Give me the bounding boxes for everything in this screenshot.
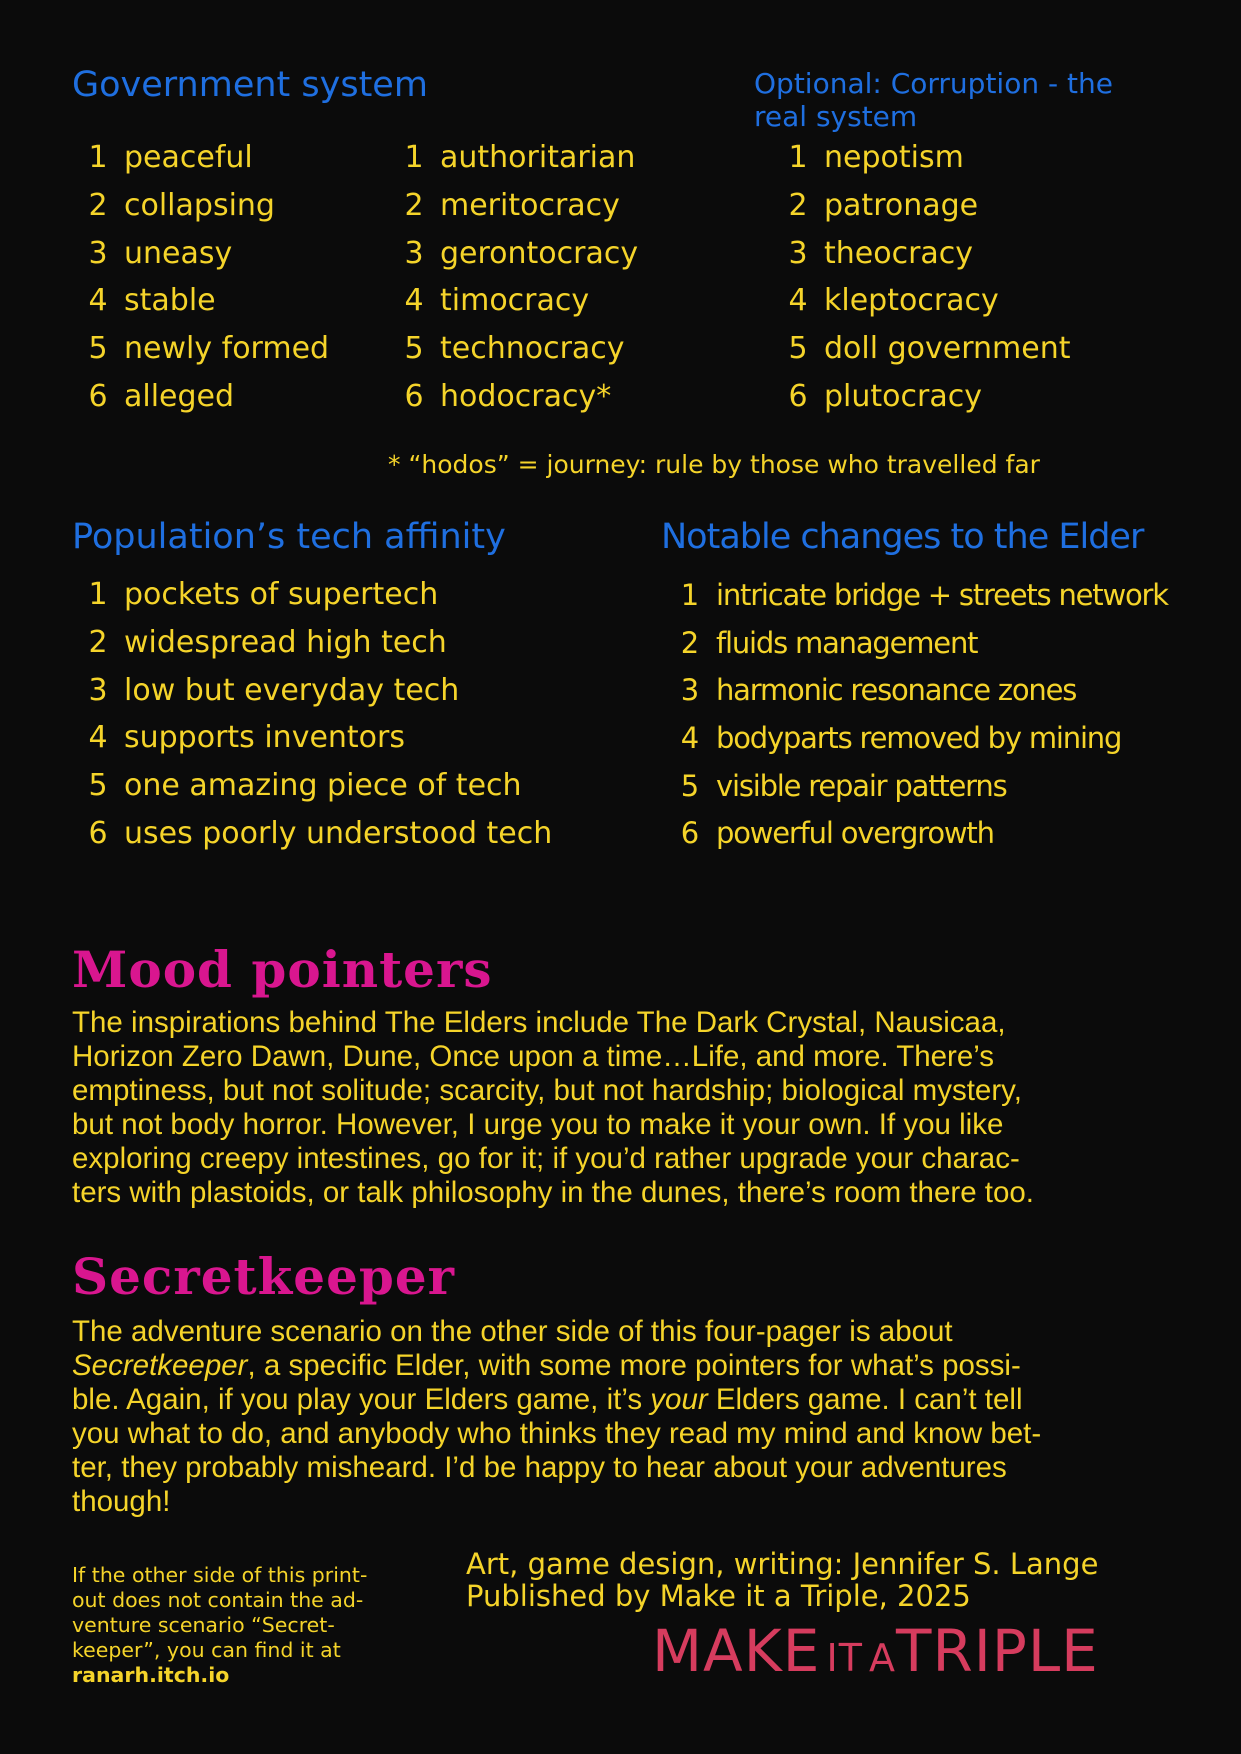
paragraph-line: The adventure scenario on the other side of this four-pager is about [72,1315,953,1348]
paragraph-line: The inspirations behind The Elders include The Dark Crystal, Nausicaa, [72,1006,1006,1039]
paragraph-line: emptiness, but not solitude; scarcity, but not hardship; biological mystery, [72,1074,1022,1107]
publisher-logo [652,1617,1099,1685]
availability-note [72,1563,432,1688]
list-item: 5 technocracy [404,331,625,367]
tech-title: Population’s tech affinity [72,517,506,557]
paragraph-line: though! [72,1485,171,1518]
logo-it: IT [826,1636,863,1680]
paragraph-text: , a specific Elder, with some more pointers for what’s possi- [247,1349,1021,1382]
paragraph-line: but not body horror. However, I urge you to make it your own. If you like [72,1108,1004,1141]
list-item: 4 kleptocracy [788,283,999,319]
list-item: 3 low but everyday tech [88,672,460,708]
note-line: venture scenario “Secret- [72,1613,335,1637]
list-item: 1 authoritarian [404,140,636,176]
paragraph-line: Horizon Zero Dawn, Dune, Once upon a time…Life, and more. There’s [72,1040,995,1073]
paragraph-line: exploring creepy intestines, go for it; if you’d rather upgrade your charac- [72,1142,1020,1175]
secretkeeper-paragraph [72,1315,1187,1519]
list-item: 2 patronage [788,188,979,224]
list-item: 6 hodocracy* [404,378,612,414]
government-list-1 [72,134,329,420]
list-item: 5 doll government [788,331,1071,367]
list-item: 1 pockets of supertech [88,577,439,613]
list-item: 6 uses poorly understood tech [88,815,553,851]
list-item: 5 newly formed [88,331,330,367]
list-item: 3 theocracy [788,235,974,271]
credits [466,1548,1098,1612]
list-item: 2 widespread high tech [88,625,447,661]
logo-make: MAKE [652,1617,821,1685]
list-item: 4 timocracy [404,283,590,319]
changes-title: Notable changes to the Elder [661,517,1144,557]
corruption-list [772,134,1071,420]
credits-line: Published by Make it a Triple, 2025 [466,1579,971,1613]
list-item: 2 collapsing [88,188,275,224]
note-line: out does not contain the ad- [72,1588,364,1612]
list-item: 2 meritocracy [404,188,620,224]
logo-a: A [869,1636,897,1680]
paragraph-text: ble. Again, if you play your Elders game, it’s [72,1383,651,1416]
logo-triple: TRIPLE [896,1617,1099,1685]
list-item: 3 harmonic resonance zones [680,673,1077,708]
government-title: Government system [72,65,428,105]
credits-line: Art, game design, writing: Jennifer S. Lange [466,1547,1099,1581]
paragraph-line: ters with plastoids, or talk philosophy in the dunes, there’s room there too. [72,1176,1035,1209]
paragraph-text: Elders game. I can’t tell [707,1383,1023,1416]
list-item: 4 supports inventors [88,720,406,756]
list-item: 6 powerful overgrowth [680,816,994,851]
list-item: 1 peaceful [88,140,253,176]
secretkeeper-title: Secretkeeper [72,1247,455,1306]
list-item: 2 fluids management [680,625,978,660]
paragraph-line [72,1383,1187,1417]
list-item: 1 nepotism [788,140,964,176]
list-item: 5 visible repair patterns [680,768,1007,803]
list-item: 6 plutocracy [788,378,982,414]
mood-title: Mood pointers [72,940,493,999]
paragraph-line: ter, they probably misheard. I’d be happy to hear about your adventures [72,1451,1007,1484]
list-item: 3 uneasy [88,235,233,271]
emphasis: your [650,1383,708,1416]
mood-paragraph [72,1006,1187,1210]
paragraph-line: you what to do, and anybody who thinks they read my mind and know bet- [72,1417,1042,1450]
scenario-name: Secretkeeper [72,1349,248,1382]
hodocracy-footnote: * “hodos” = journey: rule by those who travelled far [388,450,1040,479]
note-line: keeper”, you can find it at [72,1638,341,1662]
list-item: 4 bodyparts removed by mining [680,720,1122,755]
list-item: 3 gerontocracy [404,235,639,271]
corruption-title: Optional: Corruption - the real system [754,67,1113,133]
tech-list [72,571,552,857]
list-item: 6 alleged [88,378,235,414]
list-item: 5 one amazing piece of tech [88,768,522,804]
list-item: 4 stable [88,283,216,319]
changes-list [664,571,1168,857]
list-item: 1 intricate bridge + streets network [680,577,1168,612]
note-line: If the other side of this print- [72,1563,368,1587]
government-list-2 [388,134,638,420]
itch-link[interactable]: ranarh.itch.io [72,1663,230,1687]
paragraph-line [72,1349,1187,1383]
